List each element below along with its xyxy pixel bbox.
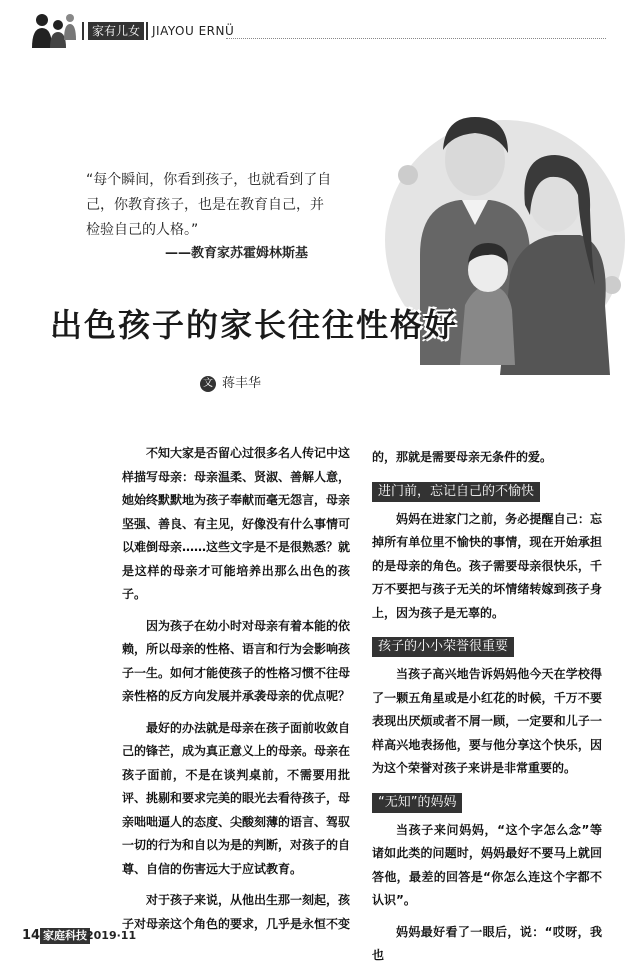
quote-attribution: ——教育家苏霍姆林斯基: [165, 246, 309, 261]
magazine-name: 家庭科技: [40, 928, 90, 944]
body-paragraph: 的，那就是需要母亲无条件的爱。: [372, 450, 553, 464]
body-paragraph: 当孩子来问妈妈，“这个字怎么念”等诸如此类的问题时，妈妈最好不要马上就回答他，最差的回答是“你怎么连这个字都不认识”。: [372, 822, 602, 907]
body-paragraph: 因为孩子在幼小时对母亲有着本能的依赖，所以母亲的性格、语言和行为会影响孩子一生。如何才能使孩子的性格习惯不往母亲性格的反方向发展并承袭母亲的优点呢？: [122, 618, 351, 703]
section-tag: 家有儿女: [88, 22, 144, 40]
header-dotted-rule: [226, 38, 606, 39]
body-paragraph: 当孩子高兴地告诉妈妈他今天在学校得了一颗五角星或是小红花的时候，千万不要表现出厌烦或者不屑一顾，一定要和儿子一样高兴地表扬他，要与他分享这个快乐，因为这个荣誉对孩子来讲是非常重要的。: [372, 667, 602, 775]
body-column-left: [122, 442, 350, 944]
body-paragraph: 对于孩子来说，从他出生那一刻起，孩子对母亲这个角色的要求，几乎是永恒不变: [122, 893, 351, 931]
author-icon: 文: [200, 376, 216, 392]
body-paragraph: 最好的办法就是母亲在孩子面前收敛自己的锋芒，成为真正意义上的母亲。母亲在孩子面前，不是在谈判桌前，不需要用批评、挑剔和要求完美的眼光去看待孩子，母亲咄咄逼人的态度、尖酸刻薄的语言、驾驭一切的行为和自以为是的判断，对孩子的自尊、自信的伤害远大于应试教育。: [122, 720, 351, 876]
header-divider: [146, 22, 148, 40]
author-name: 蒋丰华: [222, 376, 262, 391]
section-heading: 孩子的小小荣誉很重要: [372, 637, 514, 657]
body-paragraph: 妈妈在进家门之前，务必提醒自己：忘掉所有单位里不愉快的事情，现在开始承担的是母亲的角色。孩子需要母亲很快乐，千万不要把与孩子无关的坏情绪转嫁到孩子身上，因为孩子是无辜的。: [372, 511, 602, 620]
page-number: 14: [22, 928, 41, 943]
body-paragraph: 不知大家是否留心过很多名人传记中这样描写母亲：母亲温柔、贤淑、善解人意，她始终默默地为孩子奉献而毫无怨言，母亲坚强、善良、有主见，好像没有什么事情可以难倒母亲……这些文字是不是很熟悉？就是这样的母亲才可能培养出那么出色的孩子。: [122, 446, 351, 601]
body-column-right: [372, 446, 602, 976]
section-heading: “无知”的妈妈: [372, 793, 462, 813]
family-logo-icon: [26, 10, 82, 50]
article-title: 出色孩子的家长往往性格好: [50, 306, 459, 344]
section-english-name: JIAYOU ERNÜ: [152, 24, 235, 38]
section-heading: 进门前，忘记自己的不愉快: [372, 482, 540, 502]
header-divider: [82, 22, 84, 40]
epigraph-quote: “每个瞬间，你看到孩子，也就看到了自己，你教育孩子，也是在教育自己，并检验自己的人格。”: [86, 172, 332, 238]
body-paragraph: 妈妈最好看了一眼后，说：“哎呀，我也: [372, 924, 602, 962]
issue-date: 2019·11: [86, 929, 137, 942]
